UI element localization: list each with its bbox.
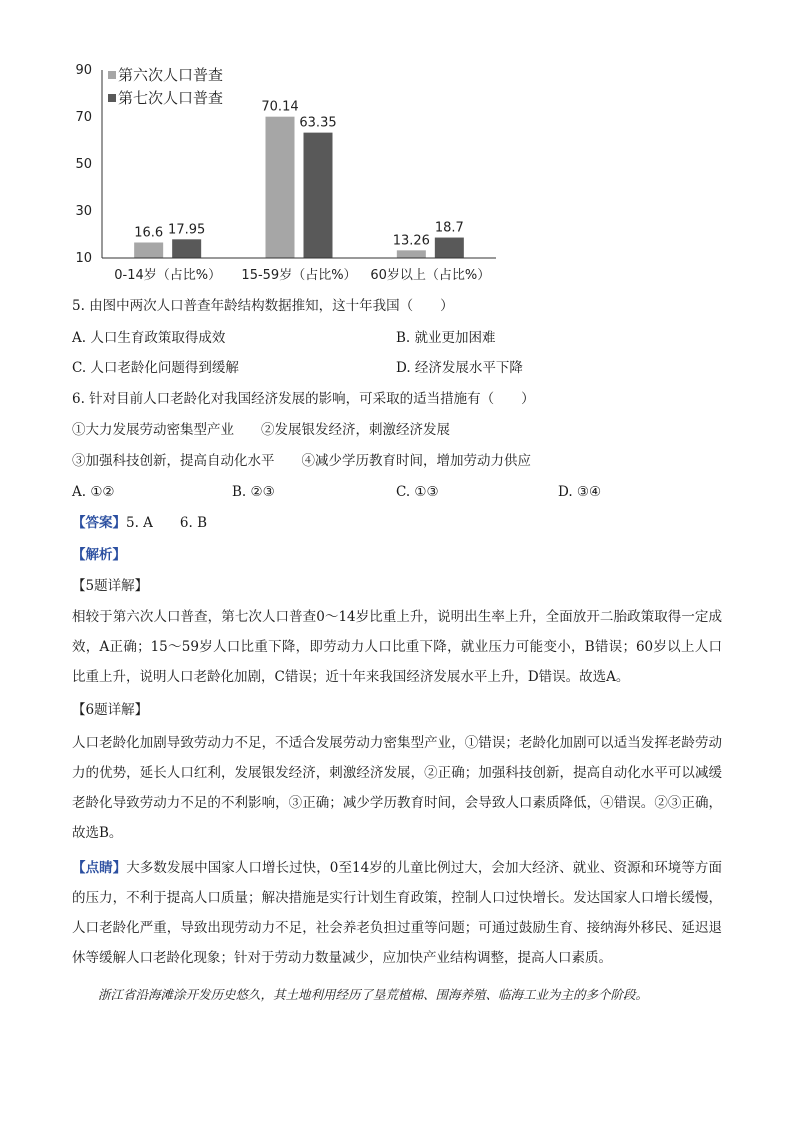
pointer-tag: 【点睛】 — [72, 860, 127, 876]
q5-option-d: D. 经济发展水平下降 — [396, 360, 523, 376]
x-category-label: 15-59岁（占比%） — [241, 268, 357, 283]
bar-seventh-census — [172, 239, 201, 258]
detail-6-heading: 【6题详解】 — [72, 702, 149, 718]
y-tick-label: 50 — [75, 157, 92, 172]
q6-statements-2: ③加强科技创新，提高自动化水平 ④减少学历教育时间，增加劳动力供应 — [72, 453, 531, 469]
q6-option-a: A. ①② — [72, 484, 115, 500]
y-tick-label: 10 — [75, 251, 92, 266]
bar-value-label: 18.7 — [434, 220, 464, 236]
detail-5-text: 相较于第六次人口普查，第七次人口普查0～14岁比重上升，说明出生率上升，全面放开二胎政策取得一定成效，A正确；15～59岁人口比重下降，即劳动力人口比重下降，就业压力可能变小，B错误；60岁以上人口比重上升，说明人口老龄化加剧，C错误；近十年来我国经济发展水平上升，D错误。故选A。 — [72, 609, 722, 685]
bars — [134, 100, 464, 258]
legend-label: 第六次人口普查 — [118, 66, 224, 84]
bar-value-label: 63.35 — [299, 115, 337, 131]
q6-statements-1: ①大力发展劳动密集型产业 ②发展银发经济，刺激经济发展 — [72, 422, 450, 438]
q6-option-c: C. ①③ — [396, 484, 439, 500]
y-tick-label: 30 — [75, 204, 92, 219]
bar-sixth-census — [134, 242, 163, 258]
bar-seventh-census — [435, 238, 464, 258]
bar-sixth-census — [266, 117, 295, 258]
pointer-paragraph — [72, 853, 722, 973]
bar-value-label: 70.14 — [261, 99, 299, 115]
answer-line — [72, 513, 207, 533]
bar-sixth-census — [397, 250, 426, 258]
y-tick-label: 90 — [75, 63, 92, 78]
answer-tag: 【答案】 — [72, 515, 126, 531]
legend-label: 第七次人口普查 — [118, 89, 224, 107]
detail-6-text: 人口老龄化加剧导致劳动力不足，不适合发展劳动力密集型产业，①错误；老龄化加剧可以适当发挥老龄劳动力的优势，延长人口红利，发展银发经济，刺激经济发展，②正确；加强科技创新，提高自动化水平可以减缓老龄化导致劳动力不足的不利影响，③正确；减少学历教育时间，会导致人口素质降低，④错误。②③正确，故选B。 — [72, 735, 722, 841]
age-structure-bar-chart — [60, 56, 500, 286]
analysis-tag: 【解析】 — [72, 547, 126, 563]
legend-swatch — [108, 71, 116, 79]
bar-value-label: 16.6 — [134, 225, 164, 241]
legend-swatch — [108, 94, 116, 102]
x-category-label: 0-14岁（占比%） — [114, 268, 222, 283]
q5-option-c: C. 人口老龄化问题得到缓解 — [72, 360, 239, 376]
bar-value-label: 13.26 — [392, 233, 430, 249]
pointer-text: 大多数发展中国家人口增长过快，0至14岁的儿童比例过大，会加大经济、就业、资源和环境等方面的压力，不利于提高人口质量；解决措施是实行计划生育政策，控制人口过快增长。发达国家人口增长缓慢，人口老龄化严重，导致出现劳动力不足，社会养老负担过重等问题；可通过鼓励生育、接纳海外移民、延迟退休等缓解人口老龄化现象；针对于劳动力数量减少，应加快产业结构调整，提高人口素质。 — [72, 860, 722, 966]
y-tick-label: 70 — [75, 110, 92, 125]
q6-option-b: B. ②③ — [232, 484, 275, 500]
answer-text: 5. A 6. B — [126, 515, 208, 531]
footer-text: 浙江省沿海滩涂开发历史悠久，其土地利用经历了垦荒植棉、围海养殖、临海工业为主的多个阶段。 — [98, 987, 649, 1002]
detail-5-heading: 【5题详解】 — [72, 578, 149, 594]
q6-option-d: D. ③④ — [558, 484, 602, 500]
question-6-stem: 6. 针对目前人口老龄化对我国经济发展的影响，可采取的适当措施有（ ） — [72, 391, 535, 407]
x-category-label: 60岁以上（占比%） — [370, 268, 491, 283]
question-5-stem: 5. 由图中两次人口普查年龄结构数据推知，这十年我国（ ） — [72, 298, 454, 314]
q5-option-b: B. 就业更加困难 — [396, 330, 496, 346]
x-axis — [102, 258, 496, 283]
y-axis — [75, 63, 102, 266]
analysis-heading — [72, 545, 126, 565]
chart-legend — [108, 66, 223, 107]
bar-value-label: 17.95 — [168, 222, 206, 238]
q5-option-a: A. 人口生育政策取得成效 — [72, 330, 226, 346]
bar-seventh-census — [304, 133, 333, 258]
